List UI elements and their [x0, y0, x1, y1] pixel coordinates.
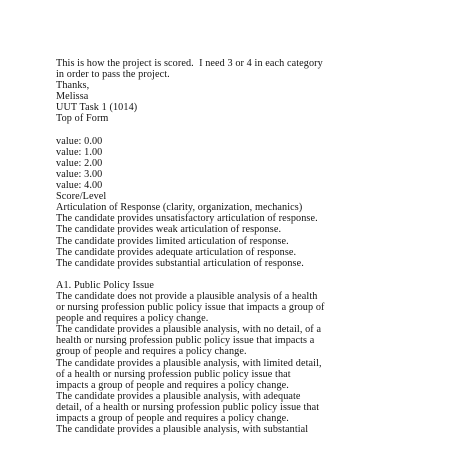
- task-title: UUT Task 1 (1014): [56, 102, 138, 114]
- value-line: value: 3.00: [56, 168, 103, 180]
- a1-line: or nursing profession public policy issue that impacts a group of: [56, 302, 325, 314]
- intro-line-1: This is how the project is scored. I need 3 or 4 in each category: [56, 58, 323, 69]
- author-name: Melissa: [56, 91, 89, 103]
- articulation-line: The candidate provides unsatisfactory articulation of response.: [56, 213, 318, 225]
- a1-line: people and requires a policy change.: [56, 313, 209, 325]
- a1-line: impacts a group of people and requires a policy change.: [56, 413, 289, 424]
- value-line: value: 4.00: [56, 180, 103, 192]
- a1-line: The candidate provides a plausible analysis, with limited detail,: [56, 357, 322, 369]
- articulation-line: The candidate provides limited articulation of response.: [56, 235, 289, 247]
- articulation-heading: Articulation of Response (clarity, organization, mechanics): [56, 202, 303, 214]
- thanks-line: Thanks,: [56, 80, 90, 92]
- score-level-heading: Score/Level: [56, 191, 107, 203]
- a1-line: detail, of a health or nursing profession public policy issue that: [56, 401, 320, 413]
- a1-line: The candidate provides a plausible analysis, with no detail, of a: [56, 324, 322, 336]
- a1-line: The candidate provides a plausible analysis, with adequate: [56, 390, 301, 402]
- value-line: value: 2.00: [56, 157, 103, 169]
- form-marker: Top of Form: [56, 113, 109, 125]
- value-line: value: 0.00: [56, 135, 103, 147]
- a1-line: The candidate provides a plausible analysis, with substantial: [56, 424, 309, 436]
- articulation-line: The candidate provides weak articulation of response.: [56, 224, 282, 236]
- value-line: value: 1.00: [56, 146, 103, 158]
- spacer: [56, 269, 446, 280]
- a1-heading: A1. Public Policy Issue: [56, 279, 154, 291]
- intro-line-2: in order to pass the project.: [56, 69, 170, 81]
- a1-line: health or nursing profession public policy issue that impacts a: [56, 335, 315, 347]
- a1-line: impacts a group of people and requires a policy change.: [56, 379, 289, 391]
- a1-line: The candidate does not provide a plausible analysis of a health: [56, 290, 318, 302]
- a1-line: of a health or nursing profession public policy issue that: [56, 368, 291, 380]
- a1-line: group of people and requires a policy change.: [56, 346, 247, 358]
- articulation-line: The candidate provides adequate articulation of response.: [56, 246, 297, 258]
- document-page: [56, 58, 446, 435]
- spacer: [56, 125, 446, 136]
- articulation-line: The candidate provides substantial articulation of response.: [56, 257, 304, 269]
